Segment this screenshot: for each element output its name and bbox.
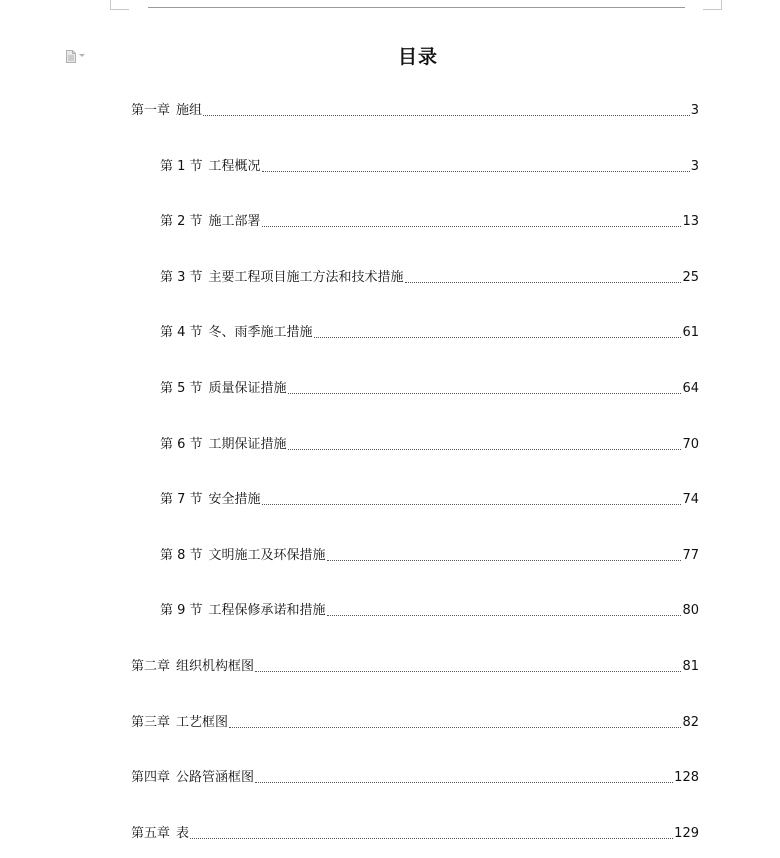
- toc-entry-section[interactable]: [160, 548, 699, 564]
- toc-entry-number: 第二章: [131, 659, 171, 674]
- toc-entry-page: 74: [682, 492, 699, 507]
- toc-entry-title: 冬、雨季施工措施: [208, 325, 313, 340]
- toc-entry-title: 组织机构框图: [176, 659, 255, 674]
- page-top-margin-line: [148, 7, 685, 8]
- toc-entry-number: 第五章: [131, 826, 171, 841]
- toc-entry-page: 61: [682, 325, 699, 340]
- toc-entry-title: 安全措施: [208, 492, 261, 507]
- toc-entry-number: 第四章: [131, 770, 171, 785]
- toc-dot-leader: [314, 337, 682, 338]
- toc-entry-chapter[interactable]: [131, 103, 699, 119]
- toc-entry-number: 第一章: [131, 103, 171, 118]
- toc-dot-leader: [327, 560, 682, 561]
- toc-entry-page: 77: [682, 548, 699, 563]
- toc-entry-page: 70: [682, 437, 699, 452]
- toc-entry-section[interactable]: [160, 492, 699, 508]
- toc-dot-leader: [190, 838, 673, 839]
- toc-dot-leader: [262, 226, 682, 227]
- toc-entry-title: 主要工程项目施工方法和技术措施: [208, 270, 404, 285]
- toc-entry-number: 第 2 节: [160, 214, 203, 229]
- toc-entry-number: 第 7 节: [160, 492, 203, 507]
- toc-entry-title: 表: [176, 826, 190, 841]
- toc-entry-page: 82: [682, 715, 699, 730]
- toc-entry-page: 13: [682, 214, 699, 229]
- toc-entry-page: 64: [682, 381, 699, 396]
- toc-entry-number: 第三章: [131, 715, 171, 730]
- toc-entry-title: 工程概况: [208, 159, 261, 174]
- toc-entry-section[interactable]: [160, 381, 699, 397]
- toc-dot-leader: [405, 282, 682, 283]
- toc-entry-title: 工程保修承诺和措施: [208, 603, 326, 618]
- toc-dot-leader: [288, 449, 682, 450]
- toc-entry-chapter[interactable]: [131, 826, 699, 842]
- toc-dot-leader: [255, 782, 673, 783]
- toc-entry-section[interactable]: [160, 325, 699, 341]
- toc-entry-number: 第 5 节: [160, 381, 203, 396]
- toc-entry-number: 第 6 节: [160, 437, 203, 452]
- toc-entry-title: 质量保证措施: [208, 381, 287, 396]
- toc-entry-section[interactable]: [160, 270, 699, 286]
- toc-entry-title: 工期保证措施: [208, 437, 287, 452]
- toc-entry-title: 文明施工及环保措施: [208, 548, 326, 563]
- toc-entry-page: 128: [674, 770, 699, 785]
- toc-entry-number: 第 3 节: [160, 270, 203, 285]
- toc-dot-leader: [262, 171, 690, 172]
- toc-entry-section[interactable]: [160, 159, 699, 175]
- page-corner-top-left: [110, 0, 129, 10]
- toc-entry-title: 公路管涵框图: [176, 770, 255, 785]
- toc-entry-chapter[interactable]: [131, 770, 699, 786]
- toc-entry-number: 第 1 节: [160, 159, 203, 174]
- toc-entry-number: 第 9 节: [160, 603, 203, 618]
- toc-dot-leader: [327, 615, 682, 616]
- toc-entry-page: 25: [682, 270, 699, 285]
- toc-entry-page: 3: [690, 103, 699, 118]
- toc-dot-leader: [288, 393, 682, 394]
- toc-dot-leader: [255, 671, 681, 672]
- toc-entry-chapter[interactable]: [131, 715, 699, 731]
- toc-heading: 目录: [397, 46, 438, 68]
- toc-dot-leader: [262, 504, 682, 505]
- toc-entry-section[interactable]: [160, 437, 699, 453]
- toc-entry-number: 第 4 节: [160, 325, 203, 340]
- toc-entry-chapter[interactable]: [131, 659, 699, 675]
- toc-entry-title: 工艺框图: [176, 715, 229, 730]
- toc-entry-title: 施组: [176, 103, 203, 118]
- toc-entry-section[interactable]: [160, 603, 699, 619]
- toc-dot-leader: [203, 115, 690, 116]
- page-corner-top-right: [703, 0, 722, 10]
- toc-entry-page: 129: [674, 826, 699, 841]
- toc-entry-title: 施工部署: [208, 214, 261, 229]
- toc-entry-section[interactable]: [160, 214, 699, 230]
- toc-entry-page: 3: [690, 159, 699, 174]
- toc-entry-page: 80: [682, 603, 699, 618]
- toc-entry-number: 第 8 节: [160, 548, 203, 563]
- toc-dot-leader: [229, 727, 681, 728]
- toc-entry-page: 81: [682, 659, 699, 674]
